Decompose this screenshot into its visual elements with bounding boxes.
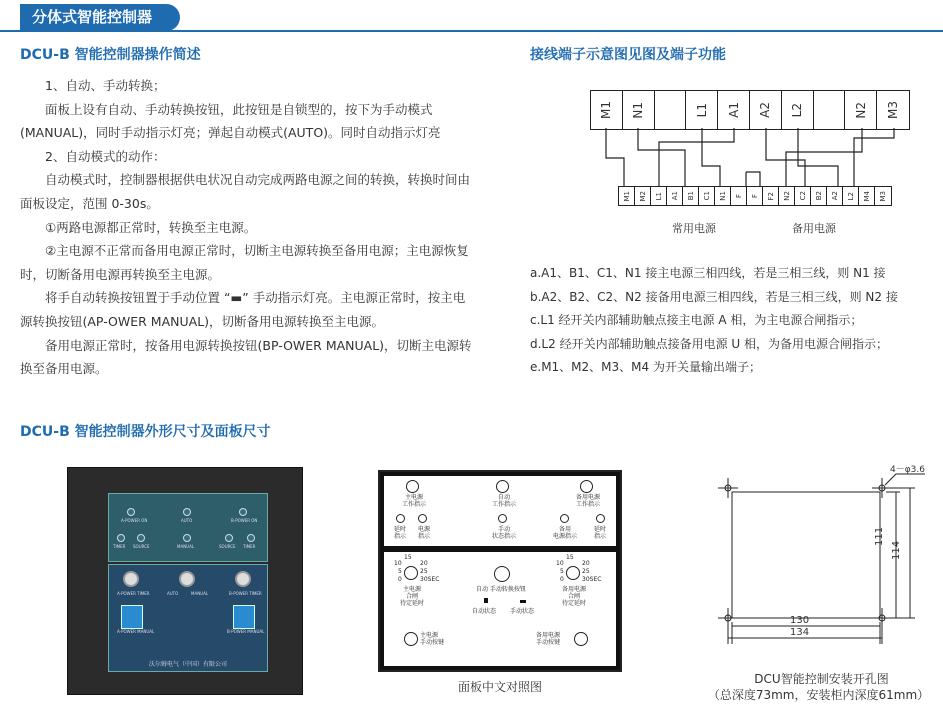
a-power-manual-button[interactable] — [121, 605, 143, 629]
photo-label: SOURCE — [219, 544, 236, 549]
schematic-label: 延时 指示 — [593, 526, 606, 540]
terminal-label: C2 — [798, 191, 807, 201]
schematic-label: 手动状态 — [510, 608, 535, 615]
dial-label: 主电源 合闸 待定延时 — [399, 586, 424, 607]
auto-manual-switch — [494, 566, 510, 582]
schematic-label: 自动 手动转换按钮 — [476, 586, 526, 593]
photo-label: A-POWER TIMER — [117, 591, 150, 596]
paragraph: ②主电源不正常而备用电源正常时，切断主电源转换至备用电源；主电源恢复时，切断备用电源再转换至主电源。 — [20, 243, 469, 282]
paragraph: 自动模式时，控制器根据供电状况自动完成两路电源之间的转换，转换时间由面板设定，范围 0-30s。 — [20, 172, 471, 211]
paragraph: 将手自动转换按钮置于手动位置 “▬” 手动指示灯亮。主电源正常时，按主电源转换按钮(AP-OWER MANUAL)，切断备用电源转换至主电源。 — [20, 290, 466, 329]
indicator-circle — [396, 514, 405, 523]
backup-manual-button-circle — [574, 632, 588, 646]
dial-tick: 20 — [582, 560, 590, 567]
top-terminal — [877, 91, 909, 129]
bottom-terminal — [779, 187, 795, 205]
bottom-terminal — [699, 187, 715, 205]
schematic-label: 自动状态 — [472, 608, 497, 615]
dial-tick: 0 — [560, 576, 564, 583]
bottom-terminal — [827, 187, 843, 205]
panel-schematic — [378, 470, 622, 672]
indicator-circle — [580, 480, 593, 493]
schematic-label: 自动 工作指示 — [491, 494, 516, 508]
operation-text — [20, 74, 476, 381]
bottom-terminal — [747, 187, 763, 205]
note-c: c.L1 经开关内部辅助触点接主电源 A 相，为主电源合闸指示； — [530, 313, 863, 327]
dial-tick: 25 — [420, 568, 428, 575]
terminal-label: L2 — [790, 102, 805, 118]
indicator-circle — [406, 480, 419, 493]
section-tag: 分体式智能控制器 — [20, 4, 180, 31]
note-e: e.M1、M2、M3、M4 为开关量输出端子； — [530, 360, 761, 374]
top-terminal — [623, 91, 655, 129]
terminal-label: M4 — [862, 190, 871, 202]
control-panel — [108, 564, 268, 672]
auto-manual-knob[interactable] — [179, 571, 195, 587]
photo-label: AUTO — [167, 591, 179, 596]
top-terminal — [814, 91, 846, 129]
indicator-circle — [418, 514, 427, 523]
led-indicator — [247, 534, 255, 542]
bottom-terminal — [811, 187, 827, 205]
dim-114: 114 — [891, 540, 902, 560]
hole-spec-label: 4－φ3.6 — [890, 465, 925, 475]
paragraph: ①两路电源都正常时，转换至主电源。 — [45, 219, 257, 235]
terminal-label: B1 — [686, 191, 695, 201]
top-terminal — [686, 91, 718, 129]
schematic-label: 主电源 手动按键 — [420, 632, 445, 646]
top-terminal — [591, 91, 623, 129]
dial-knob — [404, 566, 418, 580]
schematic-label: 备用电源 手动按键 — [536, 632, 561, 646]
paragraph: 1、自动、手动转换； — [45, 78, 166, 93]
terminal-label: A2 — [830, 191, 839, 201]
photo-label: B-POWER TIMER — [229, 591, 262, 596]
main-manual-button-circle — [404, 632, 418, 646]
photo-label: A-POWER MANUAL — [117, 629, 155, 634]
terminal-label: M2 — [638, 190, 647, 202]
bottom-terminal — [843, 187, 859, 205]
timer-knob[interactable] — [235, 571, 251, 587]
terminal-title: 接线端子示意图见图及端子功能 — [530, 47, 726, 63]
schematic-label: 手动 状态指示 — [491, 526, 516, 540]
top-terminal-strip — [590, 90, 910, 130]
schematic-label: 电源 指示 — [417, 526, 430, 540]
schematic-caption: 面板中文对照图 — [457, 680, 542, 694]
manual-state-mark — [520, 600, 526, 603]
main-source-label: 常用电源 — [672, 222, 716, 235]
dim-111: 111 — [874, 526, 885, 546]
photo-label: B-POWER ON — [231, 518, 258, 523]
terminal-label: F — [734, 193, 743, 199]
bottom-terminal — [763, 187, 779, 205]
terminal-label: L1 — [694, 102, 709, 118]
dial-tick: 5 — [560, 568, 564, 575]
photo-label: B-POWER MANUAL — [227, 629, 265, 634]
paragraph: 面板上设有自动、手动转换按钮，此按钮是自锁型的，按下为手动模式(MANUAL)，同时手动指示灯亮；弹起自动模式(AUTO)。同时自动指示灯亮 — [20, 101, 441, 141]
note-b: b.A2、B2、C2、N2 接备用电源三相四线，若是三相三线，则 N2 接 — [530, 289, 898, 304]
terminal-label: N2 — [782, 191, 791, 201]
terminal-label: N1 — [718, 191, 727, 201]
photo-label: AUTO — [181, 518, 193, 523]
terminal-label: B2 — [814, 191, 823, 201]
dial-tick: 10 — [394, 560, 402, 567]
led-indicator — [127, 508, 135, 516]
backup-source-label: 备用电源 — [792, 222, 836, 235]
photo-label: TIMER — [113, 544, 126, 549]
photo-label: A-POWER ON — [121, 518, 148, 523]
dial-tick: 20 — [420, 560, 428, 567]
terminal-label: M3 — [879, 190, 887, 202]
note-a: a.A1、B1、C1、N1 接主电源三相四线，若是三相三线，则 N1 接 — [530, 266, 886, 280]
bottom-terminal — [859, 187, 875, 205]
dial-tick: 30SEC — [582, 576, 602, 583]
led-indicator — [117, 534, 125, 542]
bottom-terminal — [667, 187, 683, 205]
photo-label: MANUAL — [191, 591, 209, 596]
bottom-terminal — [795, 187, 811, 205]
operation-title: DCU-B 智能控制器操作简述 — [20, 47, 201, 63]
top-terminal — [845, 91, 877, 129]
dial-tick: 25 — [582, 568, 590, 575]
terminal-label: L1 — [654, 191, 663, 201]
dial-tick: 15 — [566, 554, 574, 561]
dimension-title: DCU-B 智能控制器外形尺寸及面板尺寸 — [20, 424, 271, 440]
terminal-label: F — [750, 193, 759, 199]
b-power-manual-button[interactable] — [233, 605, 255, 629]
dial-tick: 5 — [398, 568, 402, 575]
schematic-label: 主电源 工作指示 — [401, 494, 426, 508]
top-terminal — [655, 91, 687, 129]
terminal-label: M3 — [886, 101, 901, 119]
schematic-top-section — [384, 476, 616, 546]
top-terminal — [782, 91, 814, 129]
indicator-circle — [496, 480, 509, 493]
indicator-circle — [498, 514, 507, 523]
schematic-label: 备用电源 工作指示 — [575, 494, 600, 508]
schematic-bottom-section — [384, 552, 616, 666]
cutout-caption: DCU智能控制安装开孔图 — [754, 672, 889, 686]
dial-tick: 15 — [404, 554, 412, 561]
bottom-terminal-strip — [618, 186, 892, 206]
top-terminal — [750, 91, 782, 129]
dial-tick: 10 — [556, 560, 564, 567]
terminal-label: M1 — [622, 190, 631, 202]
indicator-panel — [108, 493, 268, 562]
terminal-label: A2 — [758, 102, 773, 118]
led-indicator — [183, 534, 191, 542]
bottom-terminal — [683, 187, 699, 205]
dial-tick: 0 — [398, 576, 402, 583]
led-indicator — [137, 534, 145, 542]
photo-label: TIMER — [243, 544, 256, 549]
schematic-label: 延时 指示 — [393, 526, 406, 540]
bottom-terminal — [731, 187, 747, 205]
led-indicator — [225, 534, 233, 542]
photo-label: SOURCE — [133, 544, 150, 549]
dial-tick: 30SEC — [420, 576, 440, 583]
paragraph: 2、自动模式的动作： — [45, 148, 166, 164]
terminal-label: L2 — [846, 191, 855, 201]
terminal-label: N1 — [631, 101, 646, 119]
timer-knob[interactable] — [123, 571, 139, 587]
terminal-label: N2 — [853, 101, 868, 119]
led-indicator — [183, 508, 191, 516]
bottom-terminal — [715, 187, 731, 205]
photo-label: MANUAL — [177, 544, 195, 549]
terminal-label: A1 — [726, 102, 741, 118]
terminal-label: M1 — [599, 101, 614, 119]
cutout-subcaption: （总深度73mm，安装柜内深度61mm） — [707, 688, 930, 702]
bottom-terminal — [619, 187, 635, 205]
terminal-label: A1 — [670, 191, 679, 201]
indicator-circle — [596, 514, 605, 523]
terminal-notes — [530, 262, 943, 380]
bottom-terminal — [635, 187, 651, 205]
controller-photo — [67, 467, 303, 695]
terminal-label: F2 — [766, 191, 775, 201]
dim-134: 134 — [790, 627, 810, 638]
bottom-terminal — [875, 187, 891, 205]
schematic-label: 备用 电源指示 — [552, 526, 577, 540]
dial-label: 备用电源 合闸 待定延时 — [561, 586, 586, 607]
dial-knob — [566, 566, 580, 580]
terminal-label: C1 — [702, 191, 711, 201]
indicator-circle — [560, 514, 569, 523]
cutout-drawing — [710, 458, 943, 648]
brand-label: 沃尔姆电气（中国）有限公司 — [149, 661, 228, 668]
paragraph: 备用电源正常时，按备用电源转换按钮(BP-OWER MANUAL)，切断主电源转换至备用电源。 — [20, 337, 472, 377]
top-terminal — [718, 91, 750, 129]
auto-state-mark — [484, 598, 488, 603]
led-indicator — [239, 508, 247, 516]
note-d: d.L2 经开关内部辅助触点接备用电源 U 相，为备用电源合闸指示； — [530, 336, 888, 351]
bottom-terminal — [651, 187, 667, 205]
wiring-lines — [590, 128, 910, 188]
dim-130: 130 — [790, 615, 810, 626]
